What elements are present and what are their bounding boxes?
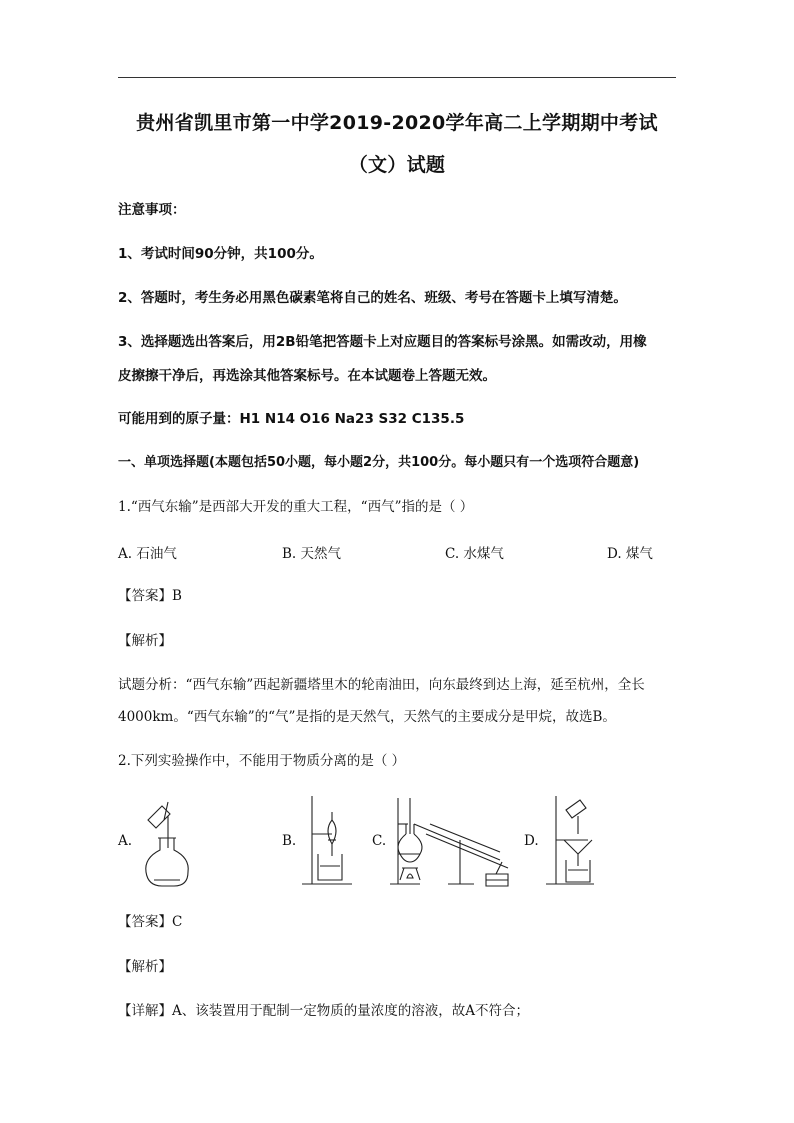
question-2-answer: 【答案】C — [118, 914, 183, 930]
filtration-apparatus-icon — [540, 794, 604, 890]
note-item-3-line1: 3、选择题选出答案后，用2B铅笔把答题卡上对应题目的答案标号涂黑。如需改动，用橡 — [118, 334, 647, 350]
page-subtitle: （文）试题 — [348, 154, 446, 176]
volumetric-flask-icon — [138, 798, 198, 890]
question-2-stem: 2.下列实验操作中，不能用于物质分离的是（ ） — [118, 753, 406, 769]
question-2-option-d: D. — [524, 833, 539, 849]
note-item-1: 1、考试时间90分钟，共100分。 — [118, 246, 323, 262]
notes-heading: 注意事项： — [118, 202, 186, 218]
question-1-answer: 【答案】B — [118, 588, 182, 604]
question-1-stem: 1.“西气东输”是西部大开发的重大工程，“西气”指的是（ ） — [118, 499, 474, 515]
page-title: 贵州省凯里市第一中学2019-2020学年高二上学期期中考试 — [136, 112, 658, 134]
question-1-analysis-line1: 试题分析：“西气东输”西起新疆塔里木的轮南油田，向东最终到达上海，延至杭州，全长 — [118, 677, 645, 693]
header-rule — [118, 77, 676, 78]
question-1-option-c: C. 水煤气 — [445, 546, 504, 562]
question-1-option-d: D. 煤气 — [607, 546, 653, 562]
separatory-funnel-icon — [298, 794, 358, 890]
note-item-3-line2: 皮擦擦干净后，再选涂其他答案标号。在本试题卷上答题无效。 — [118, 368, 496, 384]
question-1-option-b: B. 天然气 — [282, 546, 342, 562]
question-2-option-b: B. — [282, 833, 297, 849]
section-heading: 一、单项选择题(本题包括50小题，每小题2分，共100分。每小题只有一个选项符合题意) — [118, 455, 640, 470]
question-2-analysis-label: 【解析】 — [118, 959, 172, 975]
question-2-option-c: C. — [372, 833, 387, 849]
note-item-2: 2、答题时，考生务必用黑色碳素笔将自己的姓名、班级、考号在答题卡上填写清楚。 — [118, 290, 627, 306]
question-1-option-a: A. 石油气 — [118, 546, 177, 562]
question-2-detail: 【详解】A、该装置用于配制一定物质的量浓度的溶液，故A不符合； — [118, 1003, 529, 1019]
distillation-apparatus-icon — [390, 794, 520, 890]
atomic-masses: 可能用到的原子量：H1 N14 O16 Na23 S32 C135.5 — [118, 411, 465, 427]
question-1-analysis-line2: 4000km。“西气东输”的“气”是指的是天然气，天然气的主要成分是甲烷，故选B。 — [118, 709, 616, 725]
question-1-analysis-label: 【解析】 — [118, 633, 172, 649]
question-2-option-a: A. — [118, 833, 133, 849]
